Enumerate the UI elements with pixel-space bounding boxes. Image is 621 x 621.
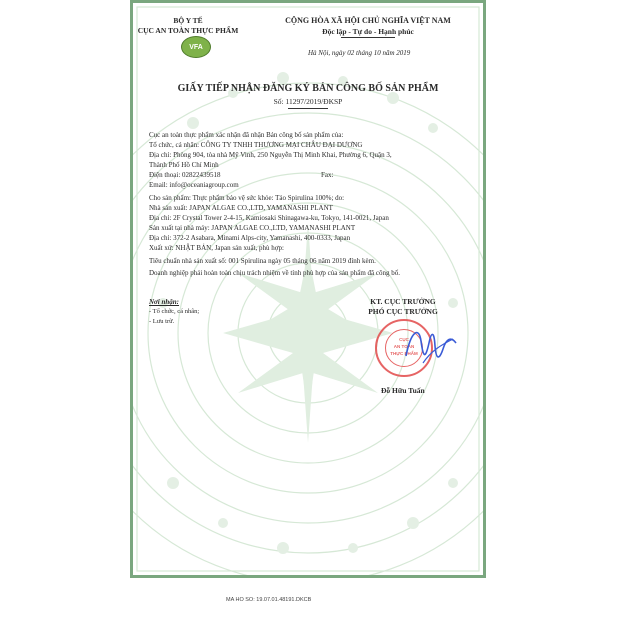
number-underline	[288, 108, 328, 109]
body-manufacturer-address: Địa chỉ: 2F Crystal Tower 2-4-15, Kamiosaki Shinagawa-ku, Tokyo, 141-0021, Japan	[149, 214, 389, 222]
national-motto: Độc lập - Tự do - Hạnh phúc	[322, 27, 414, 36]
motto-underline	[341, 37, 395, 38]
document-title: GIẤY TIẾP NHẬN ĐĂNG KÝ BẢN CÔNG BỐ SẢN PHẨM	[177, 83, 439, 94]
signer-title: PHÓ CỤC TRƯỞNG	[368, 307, 438, 316]
body-factory: Sản xuất tại nhà máy: JAPAN ALGAE CO.,LTD, YAMANASHI PLANT	[149, 224, 356, 232]
certificate	[130, 0, 486, 578]
handwritten-signature	[401, 321, 461, 371]
department-name: CỤC AN TOÀN THỰC PHẨM	[137, 26, 239, 35]
body-factory-address: Địa chỉ: 372-2 Asabara, Minami Alps-city, Yamanashi, 400-0333, Japan	[149, 234, 351, 242]
body-responsibility: Doanh nghiệp phải hoàn toàn chịu trách nhiệm về tính phù hợp của sản phẩm đã công bố.	[149, 269, 400, 277]
body-manufacturer: Nhà sản xuất: JAPAN ALGAE CO.,LTD, YAMANASHI PLANT	[149, 204, 333, 212]
body-origin: Xuất xứ: NHẬT BẢN, Japan sản xuất, phù hợp:	[149, 244, 284, 252]
recipient-item: - Tổ chức, cá nhân;	[149, 308, 200, 315]
official-stamp: CỤC AN TOÀN THỰC PHẨM	[375, 319, 433, 377]
signer-role: KT. CỤC TRƯỞNG	[370, 297, 436, 306]
body-standard: Tiêu chuẩn nhà sản xuất số: 001 Spirulina ngày 05 tháng 06 năm 2019 đính kèm.	[149, 257, 376, 265]
signer-name: Đỗ Hữu Tuấn	[381, 386, 425, 395]
place-date: Hà Nội, ngày 02 tháng 10 năm 2019	[308, 49, 411, 57]
certificate-content	[133, 3, 483, 575]
vfa-logo: VFA	[181, 36, 211, 58]
body-fax: Fax:	[321, 171, 334, 179]
ministry-name: BỘ Y TẾ	[173, 16, 203, 25]
country-name: CỘNG HÒA XÃ HỘI CHỦ NGHĨA VIỆT NAM	[285, 16, 451, 25]
dossier-code: MA HO SO: 19.07.01.48191.DKCB	[226, 597, 312, 603]
registration-number: Số: 11297/2019/ĐKSP	[273, 97, 343, 106]
body-intro: Cục an toàn thực phẩm xác nhận đã nhận Bản công bố sản phẩm của:	[149, 131, 344, 139]
body-phone: Điện thoại: 02822439518	[149, 171, 221, 179]
body-product: Cho sản phẩm: Thực phẩm bảo vệ sức khỏe: Tảo Spirulina 100%; do:	[149, 194, 345, 202]
body-organization: Tổ chức, cá nhân: CÔNG TY TNHH THƯƠNG MẠI CHÂU ĐẠI DƯƠNG	[149, 141, 363, 149]
body-address-line2: Thành Phố Hồ Chí Minh	[149, 161, 219, 169]
recipient-item: - Lưu trữ.	[149, 318, 175, 325]
body-address-line1: Địa chỉ: Phòng 904, tòa nhà Mỹ Vinh, 250 Nguyễn Thị Minh Khai, Phường 6, Quận 3,	[149, 151, 392, 159]
body-email: Email: info@oceaniagroup.com	[149, 181, 239, 189]
recipients-heading: Nơi nhận:	[149, 298, 180, 306]
